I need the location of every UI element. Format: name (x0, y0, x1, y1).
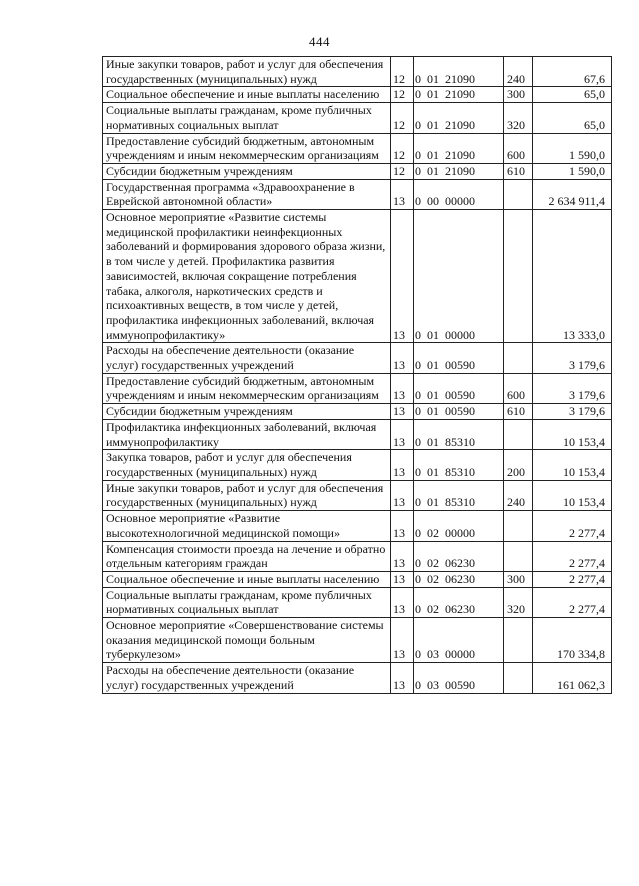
item-name-cell: Социальное обеспечение и иные выплаты населению (103, 571, 391, 587)
item-name-cell: Расходы на обеспечение деятельности (оказание услуг) государственных учреждений (103, 663, 391, 693)
expense-type-cell: 320 (504, 587, 533, 617)
amount-cell: 67,6 (533, 57, 612, 87)
section-code-cell: 13 (391, 404, 414, 420)
section-code-cell: 12 (391, 87, 414, 103)
target-code-cell: 0 01 00590 (414, 373, 504, 403)
target-code-cell: 0 02 06230 (414, 571, 504, 587)
expense-type-cell (504, 663, 533, 693)
table-row (103, 404, 612, 420)
section-code-cell: 13 (391, 450, 414, 480)
table-row (103, 57, 612, 87)
table-row (103, 450, 612, 480)
section-code-cell: 13 (391, 618, 414, 663)
section-code-cell: 13 (391, 373, 414, 403)
expense-type-cell: 610 (504, 404, 533, 420)
section-code-cell: 13 (391, 541, 414, 571)
item-name-cell: Государственная программа «Здравоохранение в Еврейской автономной области» (103, 179, 391, 209)
table-row (103, 210, 612, 343)
table-row (103, 571, 612, 587)
section-code-cell: 12 (391, 133, 414, 163)
amount-cell: 1 590,0 (533, 133, 612, 163)
expense-type-cell: 200 (504, 450, 533, 480)
amount-cell: 10 153,4 (533, 419, 612, 449)
amount-cell: 65,0 (533, 87, 612, 103)
table-row (103, 163, 612, 179)
target-code-cell: 0 02 06230 (414, 587, 504, 617)
target-code-cell: 0 01 21090 (414, 57, 504, 87)
amount-cell: 10 153,4 (533, 450, 612, 480)
amount-cell: 3 179,6 (533, 404, 612, 420)
item-name-cell: Профилактика инфекционных заболеваний, включая иммунопрофилактику (103, 419, 391, 449)
section-code-cell: 12 (391, 163, 414, 179)
amount-cell: 161 062,3 (533, 663, 612, 693)
budget-table (102, 56, 612, 694)
section-code-cell: 13 (391, 663, 414, 693)
target-code-cell: 0 02 06230 (414, 541, 504, 571)
expense-type-cell: 600 (504, 133, 533, 163)
expense-type-cell: 240 (504, 57, 533, 87)
target-code-cell: 0 01 21090 (414, 163, 504, 179)
table-row (103, 343, 612, 373)
table-row (103, 87, 612, 103)
amount-cell: 10 153,4 (533, 480, 612, 510)
amount-cell: 2 277,4 (533, 571, 612, 587)
expense-type-cell (504, 511, 533, 541)
table-row (103, 511, 612, 541)
page-number: 444 (309, 34, 330, 49)
budget-table-body (103, 57, 612, 694)
amount-cell: 3 179,6 (533, 373, 612, 403)
section-code-cell: 12 (391, 57, 414, 87)
section-code-cell: 13 (391, 210, 414, 343)
table-row (103, 373, 612, 403)
target-code-cell: 0 01 85310 (414, 419, 504, 449)
amount-cell: 2 277,4 (533, 511, 612, 541)
table-row (103, 541, 612, 571)
target-code-cell: 0 01 21090 (414, 87, 504, 103)
item-name-cell: Иные закупки товаров, работ и услуг для обеспечения государственных (муниципальных) нужд (103, 480, 391, 510)
expense-type-cell (504, 210, 533, 343)
target-code-cell: 0 03 00000 (414, 618, 504, 663)
amount-cell: 2 634 911,4 (533, 179, 612, 209)
item-name-cell: Основное мероприятие «Развитие высокотехнологичной медицинской помощи» (103, 511, 391, 541)
amount-cell: 13 333,0 (533, 210, 612, 343)
item-name-cell: Компенсация стоимости проезда на лечение и обратно отдельным категориям граждан (103, 541, 391, 571)
section-code-cell: 13 (391, 587, 414, 617)
item-name-cell: Социальные выплаты гражданам, кроме публичных нормативных социальных выплат (103, 587, 391, 617)
section-code-cell: 12 (391, 103, 414, 133)
amount-cell: 170 334,8 (533, 618, 612, 663)
target-code-cell: 0 01 85310 (414, 480, 504, 510)
item-name-cell: Расходы на обеспечение деятельности (оказание услуг) государственных учреждений (103, 343, 391, 373)
target-code-cell: 0 01 85310 (414, 450, 504, 480)
table-row (103, 663, 612, 693)
section-code-cell: 13 (391, 571, 414, 587)
expense-type-cell (504, 343, 533, 373)
expense-type-cell (504, 541, 533, 571)
target-code-cell: 0 03 00590 (414, 663, 504, 693)
item-name-cell: Субсидии бюджетным учреждениям (103, 163, 391, 179)
item-name-cell: Закупка товаров, работ и услуг для обеспечения государственных (муниципальных) нужд (103, 450, 391, 480)
amount-cell: 65,0 (533, 103, 612, 133)
section-code-cell: 13 (391, 511, 414, 541)
expense-type-cell: 610 (504, 163, 533, 179)
target-code-cell: 0 00 00000 (414, 179, 504, 209)
expense-type-cell (504, 179, 533, 209)
target-code-cell: 0 01 00590 (414, 343, 504, 373)
expense-type-cell: 320 (504, 103, 533, 133)
table-row (103, 618, 612, 663)
item-name-cell: Предоставление субсидий бюджетным, автономным учреждениям и иным некоммерческим организациям (103, 133, 391, 163)
expense-type-cell: 240 (504, 480, 533, 510)
target-code-cell: 0 01 21090 (414, 103, 504, 133)
target-code-cell: 0 01 21090 (414, 133, 504, 163)
expense-type-cell: 300 (504, 571, 533, 587)
amount-cell: 2 277,4 (533, 541, 612, 571)
table-row (103, 133, 612, 163)
expense-type-cell (504, 419, 533, 449)
section-code-cell: 13 (391, 480, 414, 510)
table-row (103, 103, 612, 133)
section-code-cell: 13 (391, 179, 414, 209)
table-row (103, 587, 612, 617)
expense-type-cell: 600 (504, 373, 533, 403)
item-name-cell: Основное мероприятие «Развитие системы медицинской профилактики неинфекционных заболеваний и формирования здорового образа жизни, в том числе у детей. Профилактика развития зависимостей, включая сокращение потребления табака, алкоголя, наркотических средств и психоактивных веществ, в том числе у детей, профилактика инфекционных заболеваний, включая иммунопрофилактику» (103, 210, 391, 343)
target-code-cell: 0 02 00000 (414, 511, 504, 541)
item-name-cell: Социальное обеспечение и иные выплаты населению (103, 87, 391, 103)
target-code-cell: 0 01 00000 (414, 210, 504, 343)
expense-type-cell (504, 618, 533, 663)
table-row (103, 419, 612, 449)
amount-cell: 3 179,6 (533, 343, 612, 373)
amount-cell: 2 277,4 (533, 587, 612, 617)
expense-type-cell: 300 (504, 87, 533, 103)
table-row (103, 480, 612, 510)
target-code-cell: 0 01 00590 (414, 404, 504, 420)
section-code-cell: 13 (391, 419, 414, 449)
item-name-cell: Основное мероприятие «Совершенствование системы оказания медицинской помощи больным туберкулезом» (103, 618, 391, 663)
item-name-cell: Социальные выплаты гражданам, кроме публичных нормативных социальных выплат (103, 103, 391, 133)
amount-cell: 1 590,0 (533, 163, 612, 179)
item-name-cell: Субсидии бюджетным учреждениям (103, 404, 391, 420)
section-code-cell: 13 (391, 343, 414, 373)
item-name-cell: Иные закупки товаров, работ и услуг для обеспечения государственных (муниципальных) нужд (103, 57, 391, 87)
item-name-cell: Предоставление субсидий бюджетным, автономным учреждениям и иным некоммерческим организациям (103, 373, 391, 403)
table-row (103, 179, 612, 209)
